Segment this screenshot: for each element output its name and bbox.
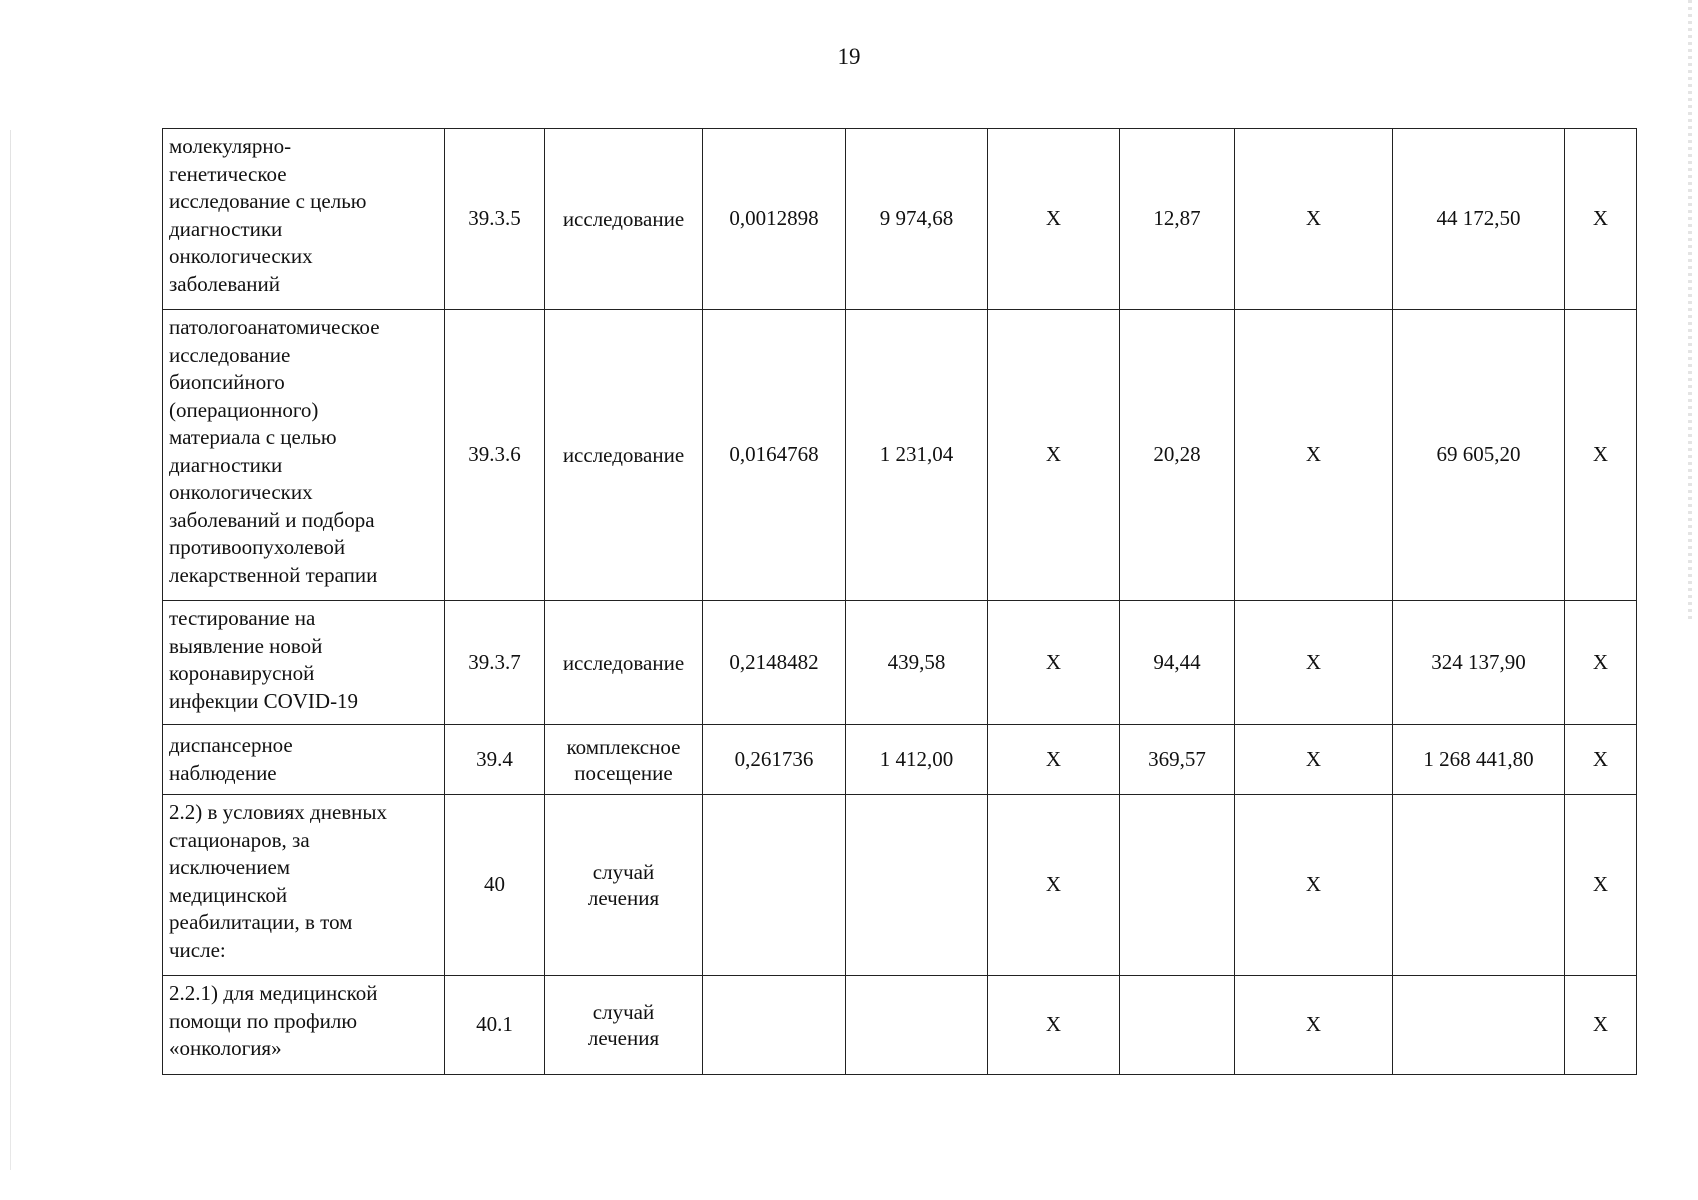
row-norm: 0,2148482	[703, 601, 846, 725]
row-norm	[703, 795, 846, 976]
row-name-cell	[163, 976, 445, 1075]
row-col9	[1393, 976, 1565, 1075]
row-code: 40	[445, 795, 545, 976]
row-col10: Х	[1565, 976, 1637, 1075]
row-col7	[1120, 795, 1235, 976]
row-cost: 9 974,68	[846, 129, 988, 310]
table-row	[163, 795, 1637, 976]
row-unit: исследование	[545, 129, 703, 310]
row-name: патологоанатомическое исследование биопсийного (операционного) материала с целью диагностики онкологических заболеваний и подбора противоопухолевой лекарственной терапии	[169, 315, 380, 587]
row-col7: 369,57	[1120, 725, 1235, 795]
row-cost: 1 231,04	[846, 310, 988, 601]
row-col8: Х	[1235, 310, 1393, 601]
row-code: 39.3.5	[445, 129, 545, 310]
row-name: 2.2) в условиях дневных стационаров, за исключением медицинской реабилитации, в том числе:	[169, 800, 388, 962]
row-col6: Х	[988, 725, 1120, 795]
row-name-cell	[163, 129, 445, 310]
row-col9	[1393, 795, 1565, 976]
row-col10: Х	[1565, 795, 1637, 976]
row-col8: Х	[1235, 129, 1393, 310]
scan-edge-left	[10, 130, 11, 1170]
row-col10: Х	[1565, 601, 1637, 725]
row-norm: 0,0012898	[703, 129, 846, 310]
row-code: 40.1	[445, 976, 545, 1075]
page-number: 19	[837, 44, 861, 69]
row-name: молекулярно- генетическое исследование с целью диагностики онкологических заболеваний	[169, 134, 367, 296]
row-col7: 94,44	[1120, 601, 1235, 725]
row-unit: комплексное посещение	[545, 725, 703, 795]
row-col8: Х	[1235, 795, 1393, 976]
row-col6: Х	[988, 310, 1120, 601]
row-unit: исследование	[545, 310, 703, 601]
row-col9: 324 137,90	[1393, 601, 1565, 725]
row-col6: Х	[988, 129, 1120, 310]
row-col8: Х	[1235, 976, 1393, 1075]
row-code: 39.3.6	[445, 310, 545, 601]
row-unit: исследование	[545, 601, 703, 725]
row-code: 39.4	[445, 725, 545, 795]
row-col7	[1120, 976, 1235, 1075]
row-col10: Х	[1565, 129, 1637, 310]
row-col10: Х	[1565, 310, 1637, 601]
table-row	[163, 129, 1637, 310]
row-name-cell	[163, 795, 445, 976]
row-col8: Х	[1235, 725, 1393, 795]
row-cost	[846, 795, 988, 976]
row-col8: Х	[1235, 601, 1393, 725]
row-col10: Х	[1565, 725, 1637, 795]
row-name-cell	[163, 601, 445, 725]
row-norm: 0,261736	[703, 725, 846, 795]
table-row	[163, 601, 1637, 725]
table-row	[163, 310, 1637, 601]
row-col6: Х	[988, 976, 1120, 1075]
row-cost	[846, 976, 988, 1075]
row-name-cell	[163, 725, 445, 795]
row-norm	[703, 976, 846, 1075]
row-name: тестирование на выявление новой коронавирусной инфекции COVID-19	[169, 606, 359, 713]
row-unit: случай лечения	[545, 976, 703, 1075]
table-row	[163, 725, 1637, 795]
row-norm: 0,0164768	[703, 310, 846, 601]
row-col9: 44 172,50	[1393, 129, 1565, 310]
row-col7: 12,87	[1120, 129, 1235, 310]
row-name: 2.2.1) для медицинской помощи по профилю «онкология»	[169, 981, 378, 1060]
row-unit: случай лечения	[545, 795, 703, 976]
row-cost: 439,58	[846, 601, 988, 725]
table-row	[163, 976, 1637, 1075]
row-name-cell	[163, 310, 445, 601]
row-col9: 69 605,20	[1393, 310, 1565, 601]
scan-edge-right	[1688, 0, 1692, 620]
row-col6: Х	[988, 795, 1120, 976]
row-col9: 1 268 441,80	[1393, 725, 1565, 795]
row-col7: 20,28	[1120, 310, 1235, 601]
row-name: диспансерное наблюдение	[169, 733, 293, 785]
tariff-table	[162, 128, 1637, 1075]
row-col6: Х	[988, 601, 1120, 725]
row-code: 39.3.7	[445, 601, 545, 725]
row-cost: 1 412,00	[846, 725, 988, 795]
